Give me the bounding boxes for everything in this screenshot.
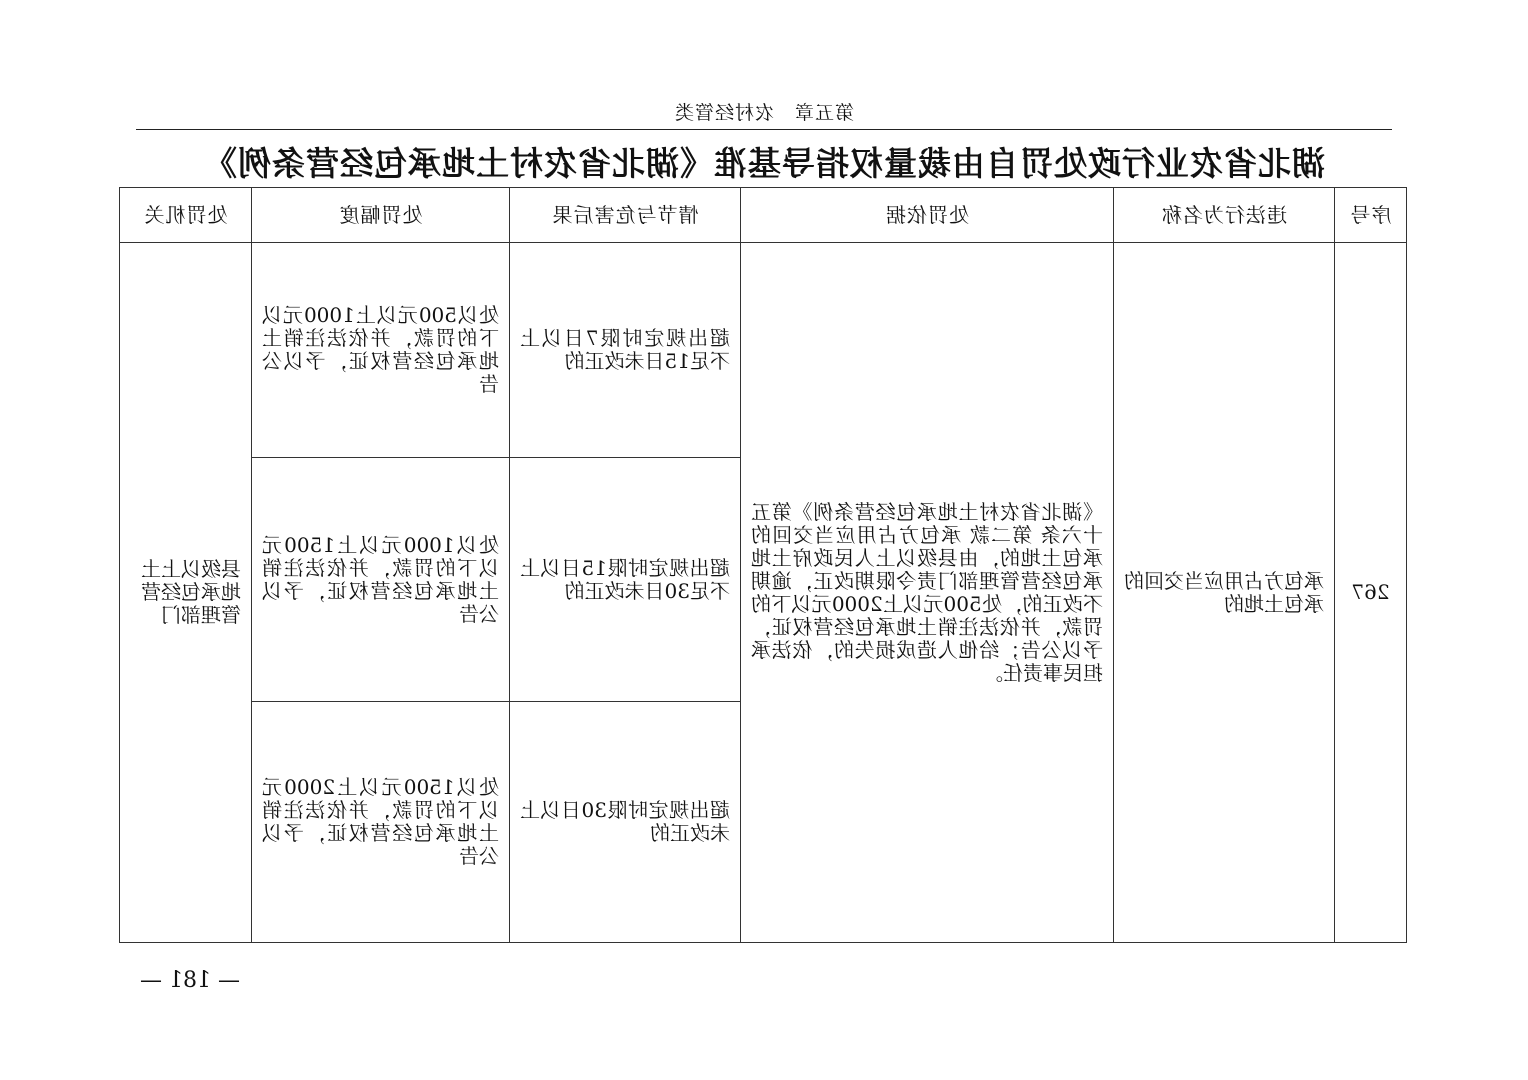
header-authority: 处罚机关 — [120, 188, 252, 243]
cell-basis: 《湖北省农村土地承包经营条例》第五十六条 第二款 承包方占用应当交回的承包土地的，由县级以上人民政府土地承包经营管理部门责令限期改正，逾期不改正的，处500元以上2000元以下的罚款，并依法注销土地承包经营权证，予以公告；给他人造成损失的，依法承担民事责任。 — [741, 243, 1114, 943]
cell-circumstance: 超出规定时限15日以上不足30日未改正的 — [510, 458, 741, 702]
cell-range: 处以1500元以上2000元以下的罚款，并依法注销土地承包经营权证，予以公告 — [252, 702, 510, 943]
table-row — [120, 243, 1407, 458]
header-rule — [136, 129, 1392, 130]
header-basis: 处罚依据 — [741, 188, 1114, 243]
cell-authority: 县级以上土地承包经营管理部门 — [120, 243, 252, 943]
cell-range: 处以1000元以上1500元以下的罚款，并依法注销土地承包经营权证，予以公告 — [252, 458, 510, 702]
header-seq: 序号 — [1335, 188, 1407, 243]
page-number: — 181 — — [140, 968, 240, 993]
cell-circumstance: 超出规定时限7日以上不足15日未改正的 — [510, 243, 741, 458]
chapter-header: 第五章 农村经管类 — [674, 102, 855, 124]
cell-seq: 267 — [1335, 243, 1407, 943]
header-violation: 违法行为名称 — [1114, 188, 1335, 243]
header-range: 处罚幅度 — [252, 188, 510, 243]
document-title: 湖北省农业行政处罚自由裁量权指导基准《湖北省农村土地承包经营条例》 — [203, 144, 1325, 183]
header-circumstance: 情节与危害后果 — [510, 188, 741, 243]
penalty-table — [119, 187, 1407, 943]
cell-range: 处以500元以上1000元以下的罚款，并依法注销土地承包经营权证，予以公告 — [252, 243, 510, 458]
table-header-row — [120, 188, 1407, 243]
cell-circumstance: 超出规定时限30日以上未改正的 — [510, 702, 741, 943]
cell-violation: 承包方占用应当交回的承包土地的 — [1114, 243, 1335, 943]
